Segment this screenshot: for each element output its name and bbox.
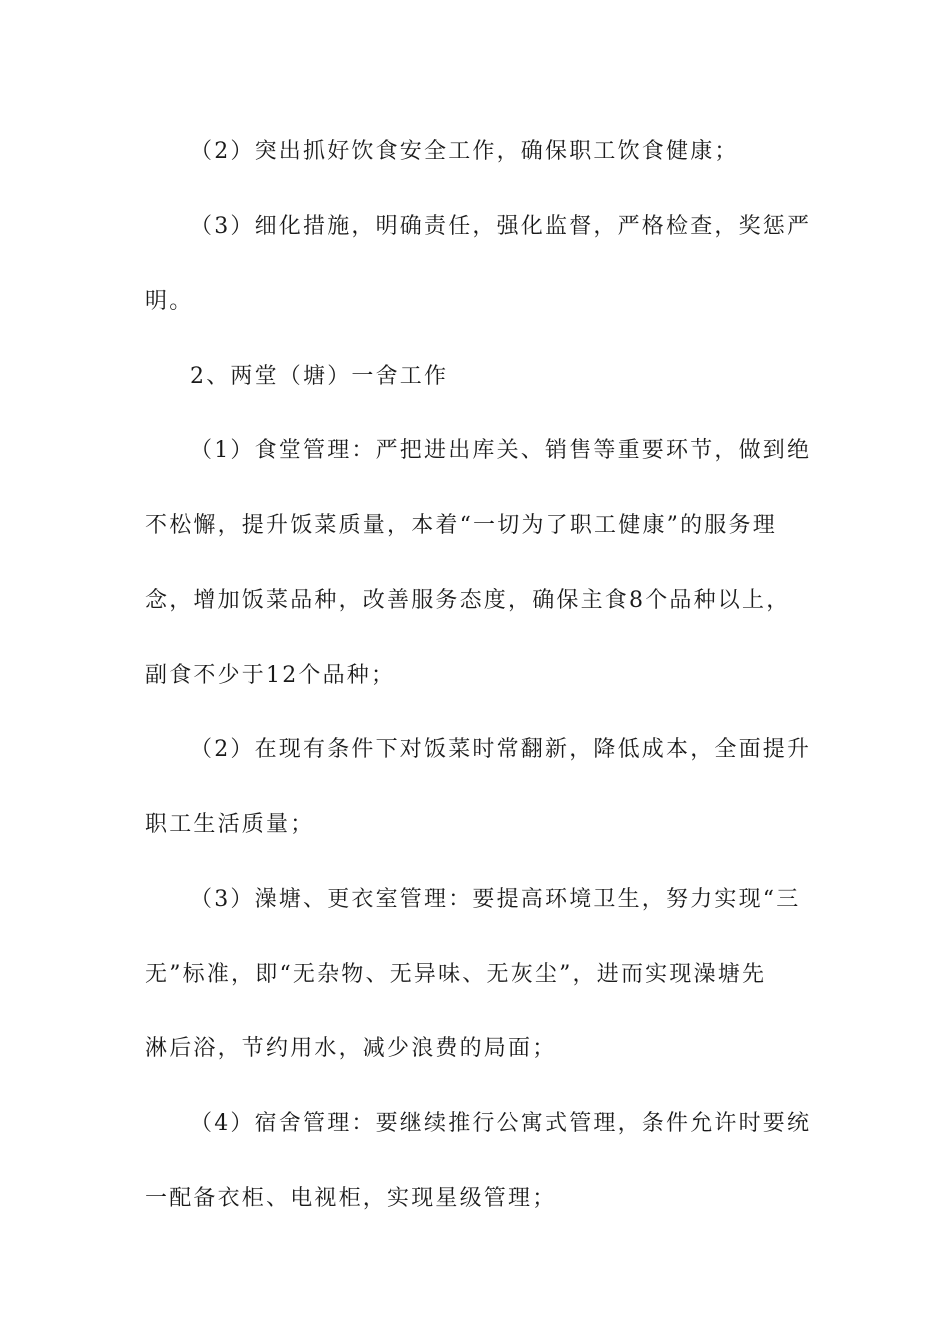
paragraph-line: 念，增加饭菜品种，改善服务态度，确保主食8个品种以上， bbox=[145, 588, 791, 613]
paragraph-line: （4）宿舍管理：要继续推行公寓式管理，条件允许时要统 bbox=[190, 1111, 812, 1136]
paragraph-line: （3）细化措施，明确责任，强化监督，严格检查，奖惩严 bbox=[190, 214, 812, 239]
paragraph-line: （1）食堂管理：严把进出库关、销售等重要环节，做到绝 bbox=[190, 438, 812, 463]
section-heading: 2、两堂（塘）一舍工作 bbox=[190, 364, 449, 389]
paragraph-line: （2）在现有条件下对饭菜时常翻新，降低成本，全面提升 bbox=[190, 737, 812, 762]
paragraph-line: 不松懈，提升饭菜质量，本着“一切为了职工健康”的服务理 bbox=[145, 513, 777, 538]
paragraph-line: （3）澡塘、更衣室管理：要提高环境卫生，努力实现“三 bbox=[190, 887, 801, 912]
paragraph-line: 副食不少于12个品种； bbox=[145, 663, 396, 688]
paragraph-line: 淋后浴，节约用水，减少浪费的局面； bbox=[145, 1036, 557, 1061]
paragraph-line: 一配备衣柜、电视柜，实现星级管理； bbox=[145, 1186, 557, 1211]
paragraph-line: 职工生活质量； bbox=[145, 812, 315, 837]
paragraph-line: （2）突出抓好饮食安全工作，确保职工饮食健康； bbox=[190, 139, 739, 164]
paragraph-line: 无”标准，即“无杂物、无异味、无灰尘”，进而实现澡塘先 bbox=[145, 962, 767, 987]
paragraph-line: 明。 bbox=[145, 289, 194, 314]
